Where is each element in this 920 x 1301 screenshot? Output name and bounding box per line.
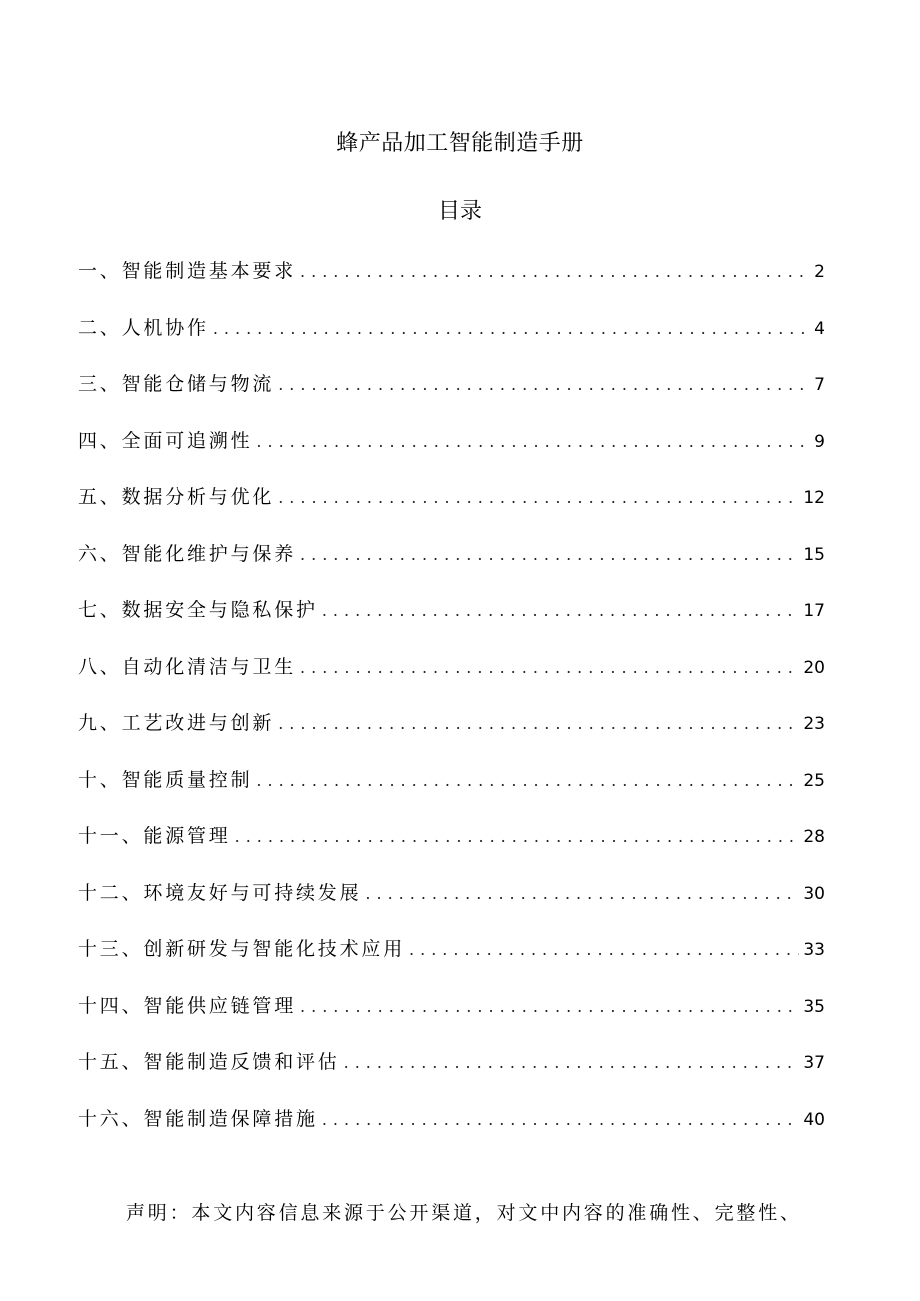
toc-entry[interactable] — [78, 818, 825, 875]
toc-entry[interactable] — [78, 705, 825, 762]
toc-dot-leader — [256, 424, 810, 460]
toc-entry-label: 十一、能源管理 — [78, 825, 231, 847]
toc-dot-leader — [235, 819, 800, 855]
disclaimer-statement: 声明：本文内容信息来源于公开渠道，对文中内容的准确性、完整性、 — [126, 1202, 802, 1224]
toc-entry-page-number: 2 — [814, 262, 825, 282]
toc-entry-label: 七、数据安全与隐私保护 — [78, 599, 318, 621]
toc-entry-page-number: 37 — [803, 1053, 825, 1073]
toc-dot-leader — [365, 876, 799, 912]
toc-dot-leader — [322, 1102, 800, 1138]
table-of-contents — [78, 253, 825, 1157]
toc-entry-page-number: 15 — [803, 544, 825, 565]
toc-entry-label: 十、智能质量控制 — [78, 768, 253, 791]
toc-entry[interactable] — [78, 592, 825, 649]
toc-entry-page-number: 17 — [803, 601, 825, 621]
toc-dot-leader — [322, 593, 800, 629]
toc-heading: 目录 — [437, 199, 482, 224]
toc-entry-page-number: 20 — [803, 657, 825, 678]
toc-entry[interactable] — [78, 310, 825, 367]
document-title: 蜂产品加工智能制造手册 — [336, 131, 584, 156]
toc-entry-label: 一、智能制造基本要求 — [78, 260, 297, 282]
toc-entry-page-number: 12 — [803, 488, 825, 508]
toc-dot-leader — [278, 706, 799, 742]
toc-dot-leader — [256, 763, 799, 799]
toc-dot-leader — [300, 254, 810, 290]
toc-entry-label: 十四、智能供应链管理 — [78, 994, 297, 1017]
toc-entry-page-number: 25 — [803, 770, 825, 791]
toc-entry[interactable] — [78, 762, 825, 819]
toc-entry[interactable] — [78, 1101, 825, 1158]
toc-entry-page-number: 30 — [803, 883, 825, 904]
toc-entry-label: 二、人机协作 — [78, 316, 209, 339]
toc-entry[interactable] — [78, 253, 825, 310]
toc-entry[interactable] — [78, 649, 825, 706]
toc-dot-leader — [344, 1045, 800, 1081]
toc-dot-leader — [213, 311, 810, 347]
toc-entry[interactable] — [78, 366, 825, 423]
toc-entry-page-number: 35 — [803, 996, 825, 1017]
toc-entry[interactable] — [78, 1044, 825, 1101]
toc-entry[interactable] — [78, 875, 825, 932]
toc-entry-label: 三、智能仓储与物流 — [78, 373, 275, 395]
toc-entry-page-number: 33 — [803, 940, 825, 960]
toc-entry-label: 八、自动化清洁与卫生 — [78, 655, 297, 678]
toc-entry-label: 十六、智能制造保障措施 — [78, 1107, 318, 1130]
toc-dot-leader — [300, 650, 799, 686]
toc-entry[interactable] — [78, 931, 825, 988]
toc-entry-label: 十五、智能制造反馈和评估 — [78, 1051, 340, 1073]
toc-dot-leader — [278, 480, 799, 516]
toc-entry-page-number: 7 — [814, 375, 825, 395]
toc-entry-page-number: 28 — [803, 827, 825, 847]
toc-entry-page-number: 23 — [803, 714, 825, 734]
toc-dot-leader — [300, 537, 799, 573]
toc-entry-page-number: 9 — [814, 431, 825, 452]
toc-entry-label: 五、数据分析与优化 — [78, 486, 275, 508]
toc-entry-page-number: 4 — [814, 318, 825, 339]
toc-entry[interactable] — [78, 988, 825, 1045]
toc-entry[interactable] — [78, 423, 825, 480]
toc-entry-label: 六、智能化维护与保养 — [78, 542, 297, 565]
toc-dot-leader — [278, 367, 810, 403]
toc-entry[interactable] — [78, 479, 825, 536]
toc-entry-label: 十三、创新研发与智能化技术应用 — [78, 938, 406, 960]
toc-dot-leader — [300, 989, 799, 1025]
toc-entry-label: 四、全面可追溯性 — [78, 429, 253, 452]
toc-entry-label: 十二、环境友好与可持续发展 — [78, 881, 362, 904]
toc-dot-leader — [409, 932, 799, 968]
toc-entry[interactable] — [78, 536, 825, 593]
toc-entry-label: 九、工艺改进与创新 — [78, 712, 275, 734]
toc-entry-page-number: 40 — [803, 1109, 825, 1130]
